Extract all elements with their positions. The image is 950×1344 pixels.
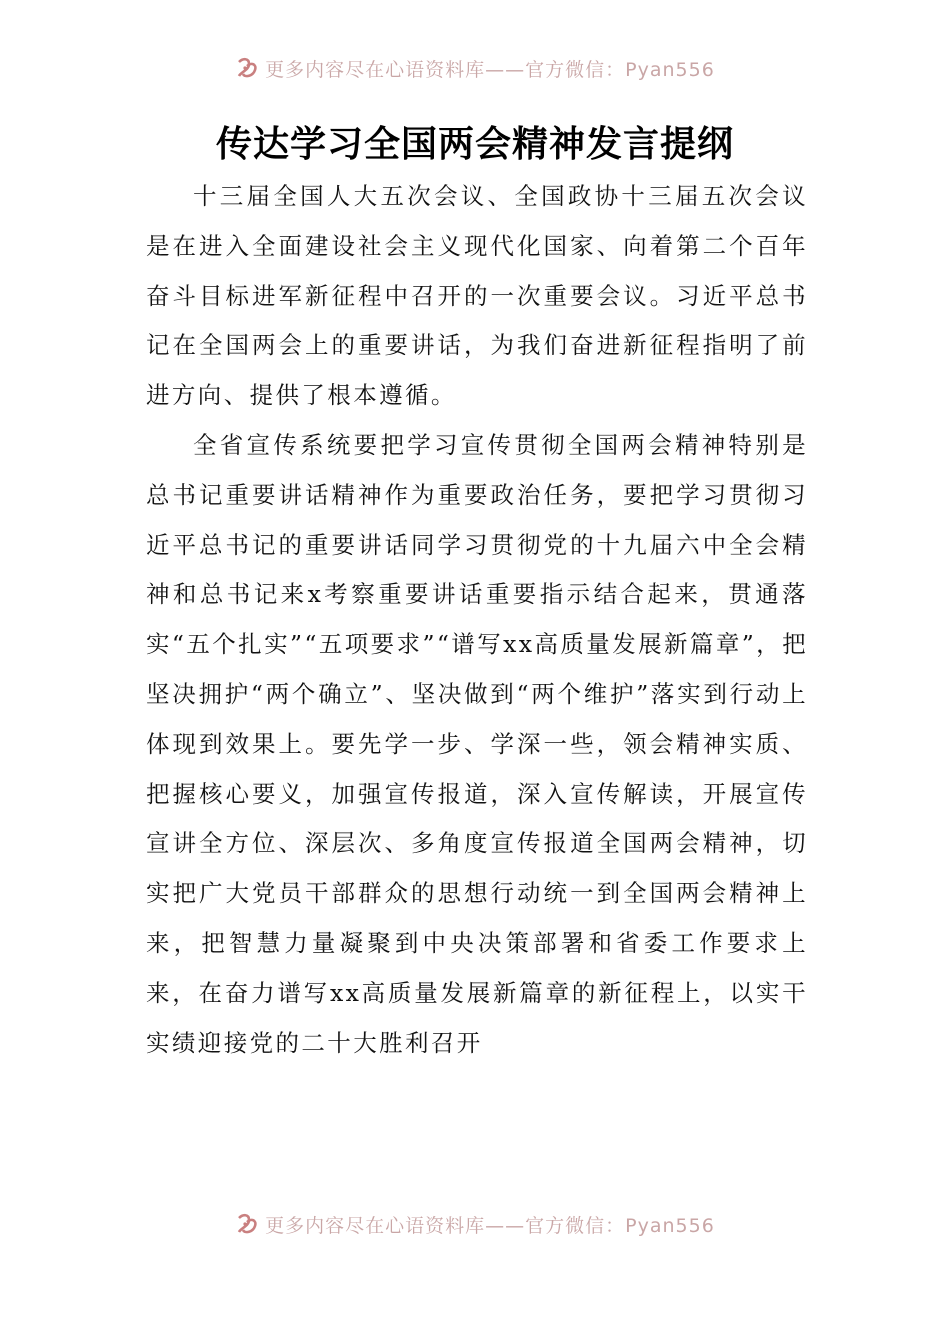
- footer-watermark: [0, 1208, 950, 1240]
- header-watermark: [0, 52, 950, 84]
- footer-watermark-content: [235, 1211, 715, 1238]
- document-title: 传达学习全国两会精神发言提纲: [215, 124, 734, 165]
- header-watermark-text: 更多内容尽在心语资料库——官方微信：Pyan556: [265, 58, 715, 81]
- footer-watermark-text: 更多内容尽在心语资料库——官方微信：Pyan556: [265, 1214, 715, 1237]
- publisher-logo-icon: [235, 56, 259, 80]
- paragraph-2: 全省宣传系统要把学习宣传贯彻全国两会精神特别是总书记重要讲话精神作为重要政治任务，要把学习贯彻习近平总书记的重要讲话同学习贯彻党的十九届六中全会精神和总书记来x考察重要讲话重要指示结合起来，贯通落实“五个扎实”“五项要求”“谱写xx高质量发展新篇章”，把坚决拥护“两个确立”、坚决做到“两个维护”落实到行动上体现到效果上。要先学一步、学深一些，领会精神实质、把握核心要义，加强宣传报道，深入宣传解读，开展宣传宣讲全方位、深层次、多角度宣传报道全国两会精神，切实把广大党员干部群众的思想行动统一到全国两会精神上来，把智慧力量凝聚到中央决策部署和省委工作要求上来，在奋力谱写xx高质量发展新篇章的新征程上，以实干实绩迎接党的二十大胜利召开: [146, 430, 808, 1057]
- document-body: [146, 172, 808, 1068]
- paragraph-1: 十三届全国人大五次会议、全国政协十三届五次会议是在进入全面建设社会主义现代化国家、向着第二个百年奋斗目标进军新征程中召开的一次重要会议。习近平总书记在全国两会上的重要讲话，为我们奋进新征程指明了前进方向、提供了根本遵循。: [146, 182, 808, 410]
- publisher-logo-icon: [235, 1212, 259, 1236]
- header-watermark-content: [235, 55, 715, 82]
